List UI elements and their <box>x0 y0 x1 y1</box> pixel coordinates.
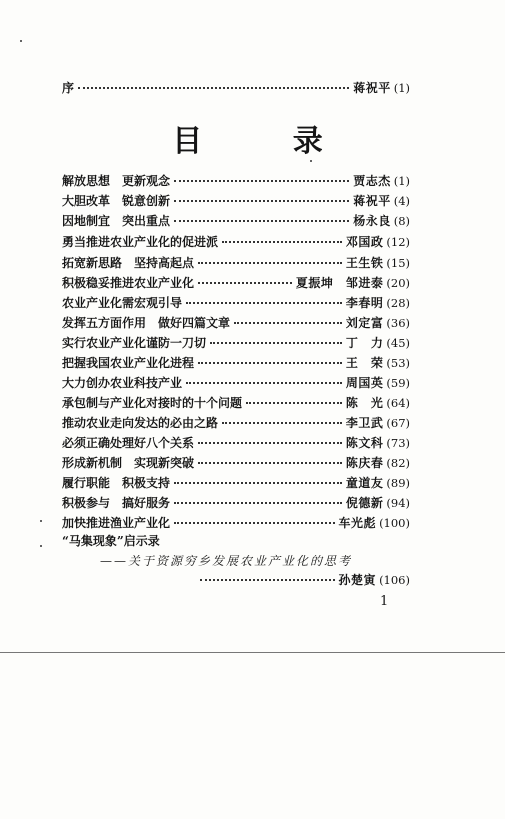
toc-entry <box>62 515 410 531</box>
toc-entry <box>62 495 410 511</box>
toc-title: 解放思想 更新观念 <box>62 174 171 188</box>
toc-page-number: (82) <box>386 456 410 470</box>
toc-title: “马集现象”启示录 <box>62 534 160 548</box>
dot-leader <box>198 259 342 264</box>
toc-page-number: (106) <box>379 573 410 587</box>
toc-page-number: (67) <box>386 416 410 430</box>
toc-author: 李卫武 <box>345 416 384 430</box>
toc-author: 杨永良 <box>353 214 391 228</box>
dot-leader <box>234 319 342 324</box>
toc-author: 蒋祝平 <box>353 194 391 208</box>
toc-author: 周国英 <box>345 376 384 390</box>
toc-preface-row <box>62 80 410 96</box>
scan-speck <box>20 40 22 42</box>
dot-leader <box>210 339 342 344</box>
toc-page-number: (45) <box>386 336 410 350</box>
toc-entry-title-line <box>62 533 410 549</box>
toc-entry <box>62 275 410 291</box>
toc-title: 把握我国农业产业化进程 <box>62 356 195 370</box>
toc-page-number: (53) <box>386 356 410 370</box>
toc-entry <box>62 475 410 491</box>
toc-author: 贾志杰 <box>353 174 391 188</box>
toc-entry <box>62 315 410 331</box>
dot-leader <box>200 576 335 581</box>
dot-leader <box>186 379 342 384</box>
scan-speck <box>310 160 312 162</box>
dot-leader <box>174 217 349 222</box>
toc-author: 邓国政 <box>345 235 384 249</box>
toc-author: 车光彪 <box>338 516 377 530</box>
toc-entry <box>62 295 410 311</box>
toc-page-number: (36) <box>386 316 410 330</box>
dot-leader <box>246 399 342 404</box>
folio-page-number: 1 <box>380 594 389 609</box>
toc-author: 陈 光 <box>345 396 384 410</box>
page-heading: 目 录 <box>172 124 363 159</box>
toc-entry-author-line <box>200 572 410 588</box>
toc-page-number: (59) <box>386 376 410 390</box>
toc-title: 积极稳妥推进农业产业化 <box>62 276 195 290</box>
toc-title: 推动农业走向发达的必由之路 <box>62 416 219 430</box>
toc-author: 王 荣 <box>345 356 384 370</box>
toc-title: 积极参与 搞好服务 <box>62 496 171 510</box>
toc-author: 陈文科 <box>345 436 384 450</box>
dot-leader <box>198 279 292 284</box>
toc-author: 丁 力 <box>345 336 384 350</box>
toc-title: 大胆改革 锐意创新 <box>62 194 171 208</box>
dot-leader <box>198 459 342 464</box>
toc-title: 拓宽新思路 坚持高起点 <box>62 256 195 270</box>
toc-page-number: (64) <box>386 396 410 410</box>
dot-leader <box>174 197 349 202</box>
dot-leader <box>198 359 342 364</box>
toc-title: 勇当推进农业产业化的促进派 <box>62 235 219 249</box>
toc-title: 农业产业化需宏观引导 <box>62 296 183 310</box>
toc-entry <box>62 255 410 271</box>
toc-entry <box>62 234 410 250</box>
toc-entry <box>62 213 410 229</box>
toc-author: 倪德新 <box>345 496 384 510</box>
toc-entry <box>62 173 410 189</box>
toc-author: 李春明 <box>345 296 384 310</box>
dot-leader <box>174 479 342 484</box>
toc-title: 必须正确处理好八个关系 <box>62 436 195 450</box>
toc-title: 实行农业产业化谨防一刀切 <box>62 336 207 350</box>
scan-speck <box>40 545 42 547</box>
toc-title: 发挥五方面作用 做好四篇文章 <box>62 316 231 330</box>
toc-author: 孙楚寅 <box>338 573 377 587</box>
toc-author: 夏振坤 邹进泰 <box>295 276 384 290</box>
toc-entry <box>62 415 410 431</box>
toc-author: 陈庆春 <box>345 456 384 470</box>
scan-edge-line <box>0 652 505 653</box>
dot-leader <box>174 499 342 504</box>
toc-entry <box>62 193 410 209</box>
toc-page-number: (94) <box>386 496 410 510</box>
dot-leader <box>222 419 342 424</box>
dot-leader <box>186 299 342 304</box>
toc-page-number: (100) <box>379 516 410 530</box>
toc-title: 加快推进渔业产业化 <box>62 516 171 530</box>
toc-page-number: (28) <box>386 296 410 310</box>
toc-subtitle: ——关于资源穷乡发展农业产业化的思考 <box>100 554 353 568</box>
toc-page-number: (1) <box>393 81 410 95</box>
toc-title: 形成新机制 实现新突破 <box>62 456 195 470</box>
dot-leader <box>198 439 342 444</box>
toc-page-number: (15) <box>386 256 410 270</box>
toc-title: 因地制宜 突出重点 <box>62 214 171 228</box>
toc-author: 蒋祝平 <box>353 81 391 95</box>
scan-speck <box>40 520 42 522</box>
toc-title: 履行职能 积极支持 <box>62 476 171 490</box>
toc-author: 刘定富 <box>345 316 384 330</box>
toc-page-number: (1) <box>393 174 410 188</box>
toc-entry <box>62 375 410 391</box>
toc-author: 童道友 <box>345 476 384 490</box>
toc-page-number: (4) <box>393 194 410 208</box>
toc-page-number: (20) <box>386 276 410 290</box>
toc-page-number: (12) <box>386 235 410 249</box>
toc-title: 大力创办农业科技产业 <box>62 376 183 390</box>
toc-author: 王生铁 <box>345 256 384 270</box>
toc-entry <box>62 355 410 371</box>
dot-leader <box>78 84 349 89</box>
toc-title: 序 <box>62 81 75 95</box>
toc-title: 承包制与产业化对接时的十个问题 <box>62 396 243 410</box>
toc-page-number: (8) <box>393 214 410 228</box>
dot-leader <box>222 238 342 243</box>
toc-page-number: (73) <box>386 436 410 450</box>
toc-entry <box>62 395 410 411</box>
dot-leader <box>174 519 335 524</box>
toc-page-number: (89) <box>386 476 410 490</box>
toc-entry <box>62 335 410 351</box>
toc-entry <box>62 435 410 451</box>
toc-entry <box>62 455 410 471</box>
dot-leader <box>174 177 349 182</box>
